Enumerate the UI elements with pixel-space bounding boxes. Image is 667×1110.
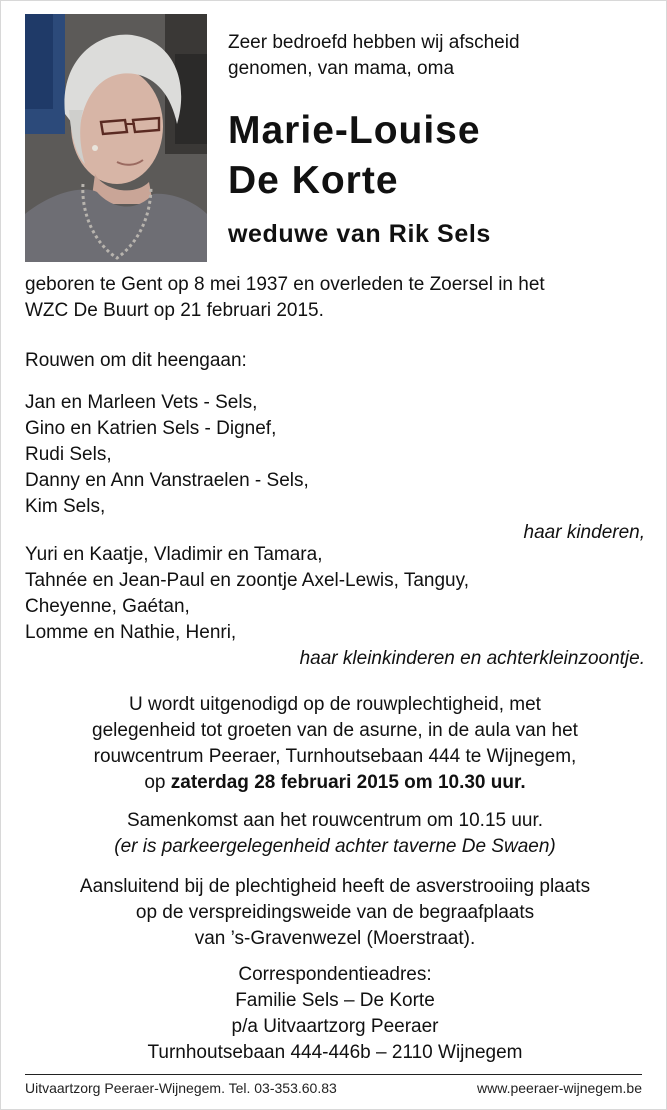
correspondence-address bbox=[25, 962, 645, 1066]
invite-line: gelegenheid tot groeten van de asurne, in de aula van het bbox=[92, 720, 578, 741]
invite-date-prefix: op bbox=[144, 772, 171, 793]
list-item: Yuri en Kaatje, Vladimir en Tamara, bbox=[25, 544, 323, 565]
scattering-line: op de verspreidingsweide van de begraafplaats bbox=[135, 902, 535, 923]
invite-line: rouwcentrum Peeraer, Turnhoutsebaan 444 te Wijnegem, bbox=[93, 746, 577, 767]
list-item: Rudi Sels, bbox=[25, 444, 112, 465]
grandchildren-label: haar kleinkinderen en achterkleinzoontje. bbox=[299, 648, 645, 669]
invite-line: U wordt uitgenodigd op de rouwplechtigheid, met bbox=[129, 694, 541, 715]
list-item: Gino en Katrien Sels - Dignef, bbox=[25, 418, 277, 439]
grandchildren-list bbox=[25, 542, 645, 672]
gathering-text bbox=[25, 808, 645, 860]
scattering-text bbox=[25, 874, 645, 952]
portrait-illustration bbox=[25, 14, 207, 262]
list-item: Cheyenne, Gaétan, bbox=[25, 596, 190, 617]
list-item: Tahnée en Jean-Paul en zoontje Axel-Lewis, Tanguy, bbox=[25, 570, 469, 591]
footer-company: Uitvaartzorg Peeraer-Wijnegem. Tel. 03-353.60.83 bbox=[25, 1080, 337, 1096]
birth-line: geboren te Gent op 8 mei 1937 en overleden te Zoersel in het bbox=[25, 274, 545, 295]
widow-line: weduwe van Rik Sels bbox=[228, 220, 491, 248]
gathering-line: Samenkomst aan het rouwcentrum om 10.15 uur. bbox=[126, 810, 544, 831]
first-name: Marie-Louise bbox=[228, 109, 481, 152]
intro-line: Zeer bedroefd hebben wij afscheid bbox=[228, 32, 520, 53]
scattering-line: Aansluitend bij de plechtigheid heeft de asverstrooiing plaats bbox=[79, 876, 591, 897]
intro-line: genomen, van mama, oma bbox=[228, 58, 455, 79]
portrait-photo bbox=[25, 14, 207, 262]
birth-death-text bbox=[25, 272, 645, 324]
invite-date-line bbox=[25, 770, 645, 796]
mourn-heading: Rouwen om dit heengaan: bbox=[25, 350, 247, 371]
birth-line: WZC De Buurt op 21 februari 2015. bbox=[25, 300, 324, 321]
scattering-line: van ’s-Gravenwezel (Moerstraat). bbox=[194, 928, 476, 949]
intro-text bbox=[228, 30, 648, 82]
last-name: De Korte bbox=[228, 159, 399, 202]
list-item: Jan en Marleen Vets - Sels, bbox=[25, 392, 258, 413]
footer-divider bbox=[25, 1074, 642, 1075]
list-item: Danny en Ann Vanstraelen - Sels, bbox=[25, 470, 309, 491]
invite-date: zaterdag 28 februari 2015 om 10.30 uur. bbox=[170, 772, 526, 793]
invitation-text bbox=[25, 692, 645, 796]
address-line: Familie Sels – De Korte bbox=[235, 990, 435, 1011]
list-item: Kim Sels, bbox=[25, 496, 106, 517]
children-list bbox=[25, 390, 645, 546]
footer-website-link[interactable]: www.peeraer-wijnegem.be bbox=[477, 1080, 642, 1096]
list-item: Lomme en Nathie, Henri, bbox=[25, 622, 237, 643]
address-line: p/a Uitvaartzorg Peeraer bbox=[231, 1016, 439, 1037]
address-line: Correspondentieadres: bbox=[238, 964, 432, 985]
address-line: Turnhoutsebaan 444-446b – 2110 Wijnegem bbox=[147, 1042, 523, 1063]
children-label: haar kinderen, bbox=[523, 522, 645, 543]
parking-note: (er is parkeergelegenheid achter taverne De Swaen) bbox=[114, 836, 556, 857]
deceased-name bbox=[228, 106, 648, 206]
